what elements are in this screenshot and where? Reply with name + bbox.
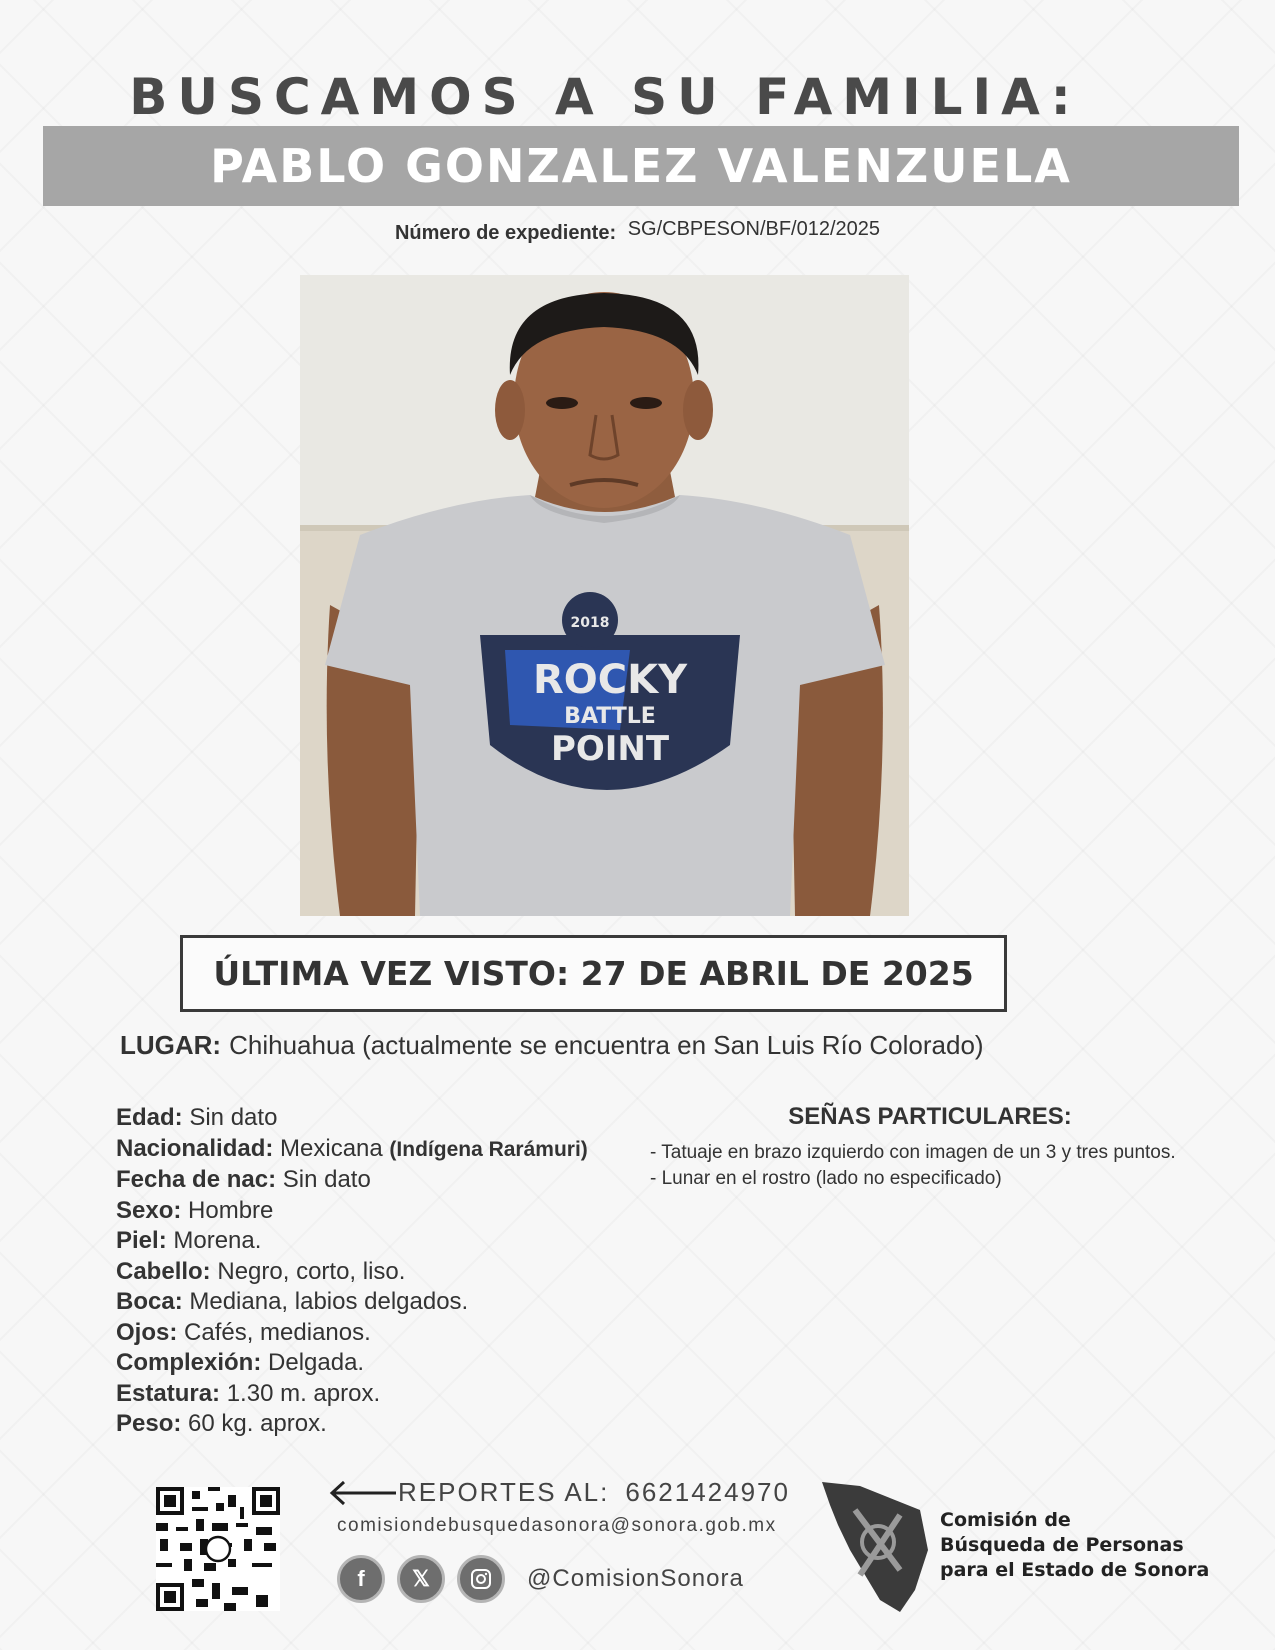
email-link[interactable]: comisiondebusquedasonora@sonora.gob.mx [337, 1515, 777, 1536]
expediente-value: SG/CBPESON/BF/012/2025 [627, 218, 881, 240]
org-line1: Comisión de [940, 1509, 1071, 1531]
qr-code[interactable] [156, 1487, 280, 1611]
arrow-left-icon [328, 1480, 398, 1506]
reportes-line [328, 1477, 790, 1508]
shirt-year: 2018 [570, 615, 610, 631]
shirt-line1: ROCKY [532, 657, 688, 703]
lugar-line [120, 1030, 984, 1061]
expediente-line [0, 218, 1275, 245]
org-line2: Búsqueda de Personas [940, 1534, 1184, 1556]
expediente-label: Número de expediente: [394, 222, 617, 244]
detail-boca: Boca: Mediana, labios delgados. [116, 1288, 469, 1315]
detail-ojos: Ojos: Cafés, medianos. [116, 1318, 371, 1346]
senas-list [650, 1140, 1176, 1192]
facebook-icon[interactable]: f [337, 1555, 385, 1603]
detail-edad: Edad: Sin dato [116, 1104, 278, 1131]
reportes-label: REPORTES AL: [398, 1477, 610, 1507]
last-seen-box [180, 935, 1007, 1012]
detail-sexo: Sexo: Hombre [116, 1196, 274, 1224]
person-name: PABLO GONZALEZ VALENZUELA [210, 139, 1072, 193]
name-banner [43, 126, 1239, 206]
instagram-glyph [470, 1568, 492, 1590]
detail-estatura: Estatura: 1.30 m. aprox. [116, 1379, 381, 1407]
org-line3: para el Estado de Sonora [940, 1559, 1210, 1581]
lugar-value: Chihuahua (actualmente se encuentra en San Luis Río Colorado) [229, 1030, 984, 1060]
detail-cabello: Cabello: Negro, corto, liso. [116, 1257, 406, 1285]
lugar-label: LUGAR: [120, 1030, 222, 1060]
social-row [337, 1555, 744, 1603]
shirt-line3: POINT [550, 729, 670, 769]
shirt-line2: BATTLE [564, 704, 656, 729]
sonora-map-logo [820, 1480, 930, 1615]
organization-name [940, 1508, 1209, 1583]
headline: BUSCAMOS A SU FAMILIA: [129, 68, 1081, 126]
detail-nacionalidad: Nacionalidad: Mexicana (Indígena Rarámuri) [116, 1134, 588, 1162]
detail-piel: Piel: Morena. [116, 1227, 262, 1254]
phone-number[interactable]: 6621424970 [625, 1477, 790, 1507]
x-icon[interactable]: 𝕏 [397, 1555, 445, 1603]
senas-item: - Tatuaje en brazo izquierdo con imagen de un 3 y tres puntos. [650, 1142, 1176, 1163]
details-list [116, 1103, 588, 1440]
person-photo-illustration [300, 275, 909, 916]
detail-complexion: Complexión: Delgada. [116, 1349, 365, 1376]
instagram-icon[interactable] [457, 1555, 505, 1603]
person-photo [300, 275, 909, 916]
social-handle[interactable]: @ComisionSonora [527, 1565, 744, 1592]
senas-item: - Lunar en el rostro (lado no especificado) [650, 1168, 1002, 1189]
senas-title: SEÑAS PARTICULARES: [788, 1103, 1072, 1130]
last-seen-text: ÚLTIMA VEZ VISTO: 27 DE ABRIL DE 2025 [213, 954, 974, 993]
detail-fecha-nac: Fecha de nac: Sin dato [116, 1166, 371, 1193]
detail-peso: Peso: 60 kg. aprox. [116, 1410, 327, 1437]
sonora-map-icon [820, 1480, 930, 1615]
qr-code-graphic [156, 1487, 280, 1611]
